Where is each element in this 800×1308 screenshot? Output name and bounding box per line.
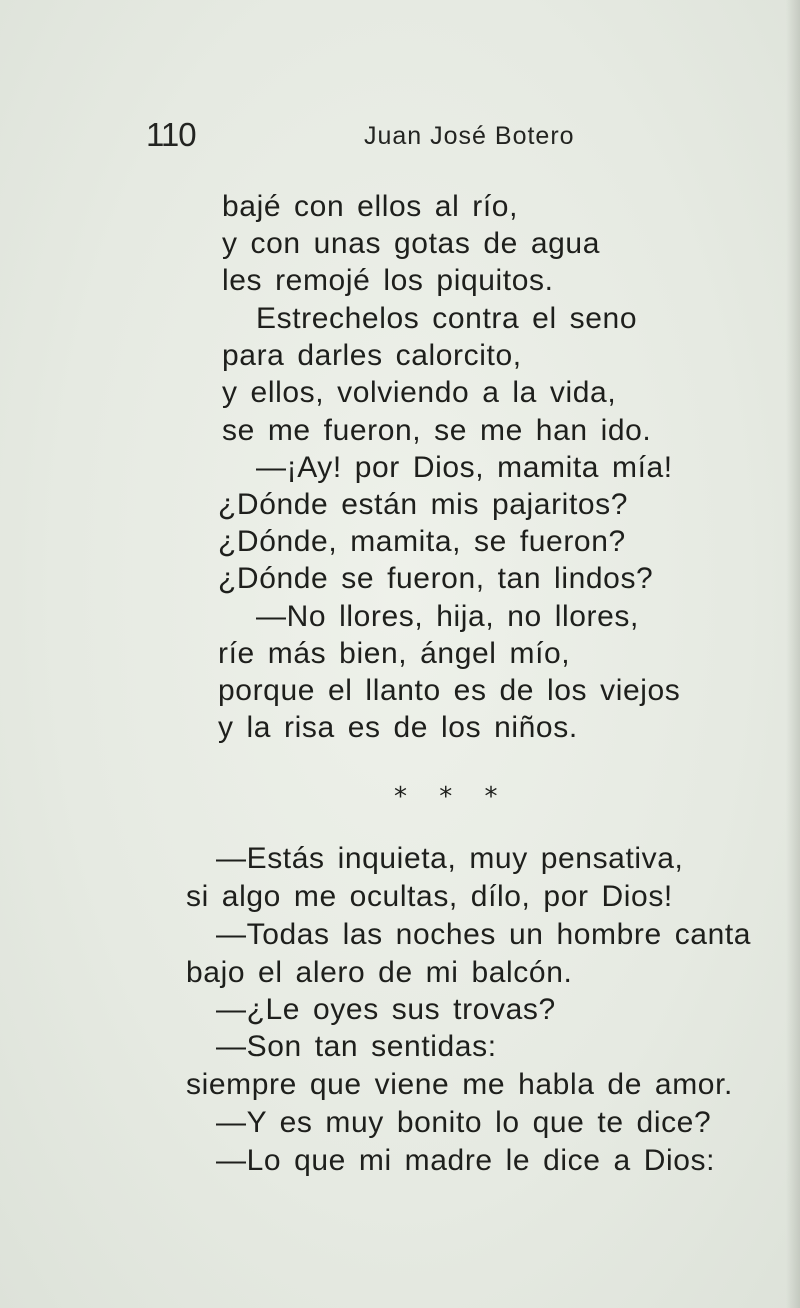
poem-line: —¡Ay! por Dios, mamita mía! [256,451,673,484]
poem-line: y con unas gotas de agua [222,227,600,260]
poem-line: les remojé los piquitos. [222,264,554,297]
poem-line: bajé con ellos al río, [222,190,519,223]
page-edge-shadow [786,0,800,1308]
poem-line: bajo el alero de mi balcón. [186,956,573,989]
poem-line: ¿Dónde se fueron, tan lindos? [218,562,654,595]
poem-line: Estrechelos contra el seno [256,302,638,335]
poem-line: —Todas las noches un hombre canta [216,918,752,951]
section-separator: * * * [394,782,498,812]
poem-line: y la risa es de los niños. [218,711,578,744]
running-title: Juan José Botero [364,122,575,150]
poem-line: ríe más bien, ángel mío, [218,637,571,670]
poem-line: ¿Dónde, mamita, se fueron? [218,525,626,558]
poem-line: —Son tan sentidas: [216,1030,497,1063]
page-header [0,112,800,162]
poem-line: si algo me ocultas, dílo, por Dios! [186,880,673,913]
page-number: 110 [146,116,196,153]
poem-line: y ellos, volviendo a la vida, [222,376,617,409]
poem-line: para darles calorcito, [222,339,522,372]
poem-line: —Estás inquieta, muy pensativa, [216,842,684,875]
poem-line: —Y es muy bonito lo que te dice? [216,1106,712,1139]
poem-line: ¿Dónde están mis pajaritos? [218,488,629,521]
poem-line: siempre que viene me habla de amor. [186,1068,733,1101]
poem-line: —Lo que mi madre le dice a Dios: [216,1144,716,1177]
poem-line: porque el llanto es de los viejos [218,674,681,707]
poem-line: —¿Le oyes sus trovas? [216,993,556,1026]
poem-line: se me fueron, se me han ido. [222,414,652,447]
poem-line: —No llores, hija, no llores, [256,600,639,633]
